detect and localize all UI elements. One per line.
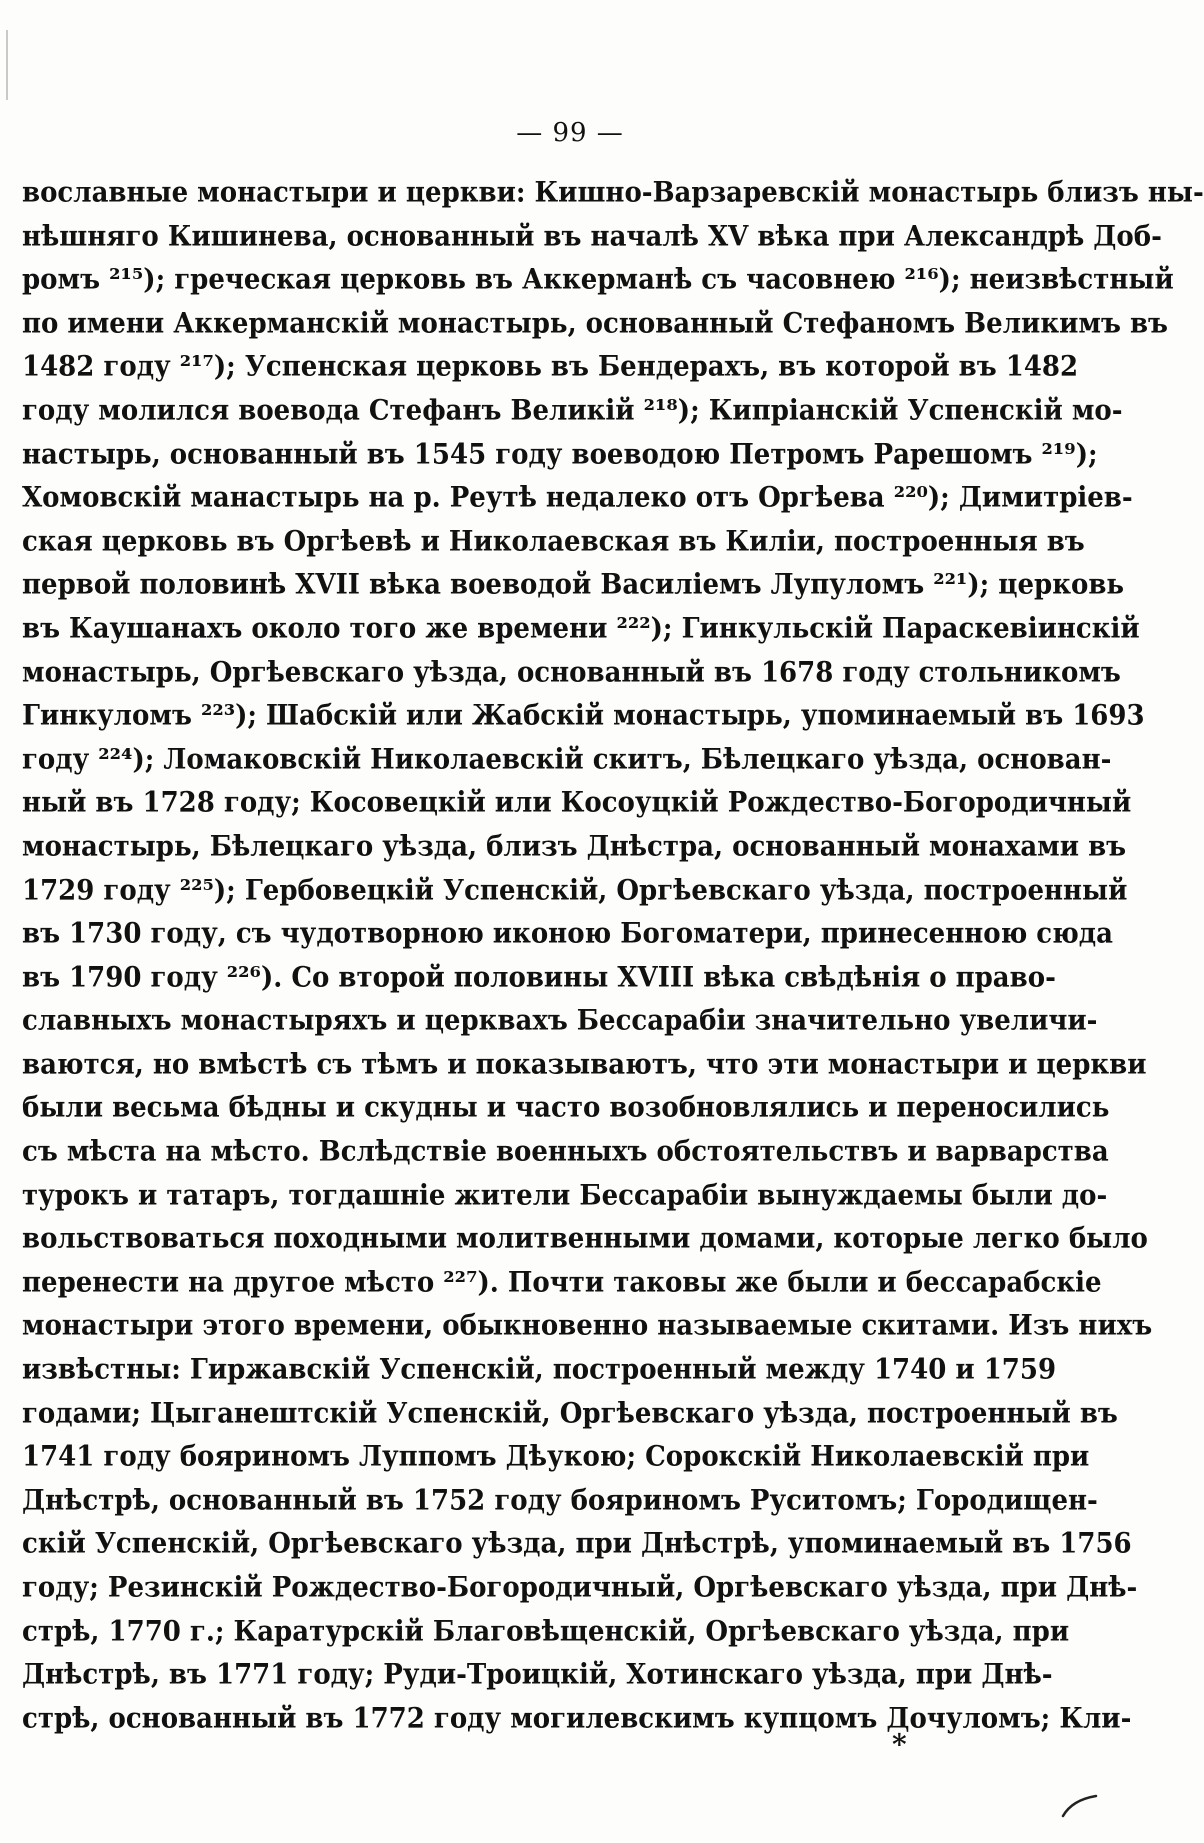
text-line: въ 1790 году ²²⁶). Со второй половины XVIII вѣка свѣдѣнія о право- (22, 961, 1056, 994)
text-line: Хомовскій манастырь на р. Реутѣ недалеко отъ Оргѣева ²²⁰); Димитріев- (22, 481, 1133, 515)
text-line: Днѣстрѣ, основанный въ 1752 году бояриномъ Руситомъ; Городищен- (22, 1484, 1098, 1517)
pen-stroke-mark (1060, 1790, 1100, 1820)
text-line: ваются, но вмѣстѣ съ тѣмъ и показываютъ, что эти монастыри и церкви (22, 1048, 1147, 1082)
text-line: по имени Аккерманскій монастырь, основанный Стефаномъ Великимъ въ (22, 307, 1168, 340)
text-line: Гинкуломъ ²²³); Шабскій или Жабскій монастырь, упоминаемый въ 1693 (22, 699, 1145, 733)
text-line: первой половинѣ XVII вѣка воеводой Василіемъ Лупуломъ ²²¹); церковь (22, 569, 1125, 602)
text-line: перенести на другое мѣсто ²²⁷). Почти таковы же были и бессарабскіе (22, 1266, 1102, 1299)
text-line: годами; Цыганештскій Успенскій, Оргѣевскаго уѣзда, построенный въ (22, 1397, 1118, 1430)
text-line: ская церковь въ Оргѣевѣ и Николаевская въ Киліи, построенныя въ (22, 525, 1085, 558)
text-line: году; Резинскій Рождество-Богородичный, Оргѣевскаго уѣзда, при Днѣ- (22, 1571, 1138, 1605)
text-line: монастырь, Оргѣевскаго уѣзда, основанный въ 1678 году стольникомъ (22, 656, 1121, 689)
signature-mark: * (892, 1728, 907, 1761)
text-line: году ²²⁴); Ломаковскій Николаевскій скитъ, Бѣлецкаго уѣзда, основан- (22, 743, 1112, 776)
text-line: настырь, основанный въ 1545 году воеводою Петромъ Рарешомъ ²¹⁹); (22, 438, 1098, 471)
text-line: монастыри этого времени, обыкновенно называемые скитами. Изъ нихъ (22, 1310, 1153, 1343)
text-line: съ мѣста на мѣсто. Вслѣдствіе военныхъ обстоятельствъ и варварства (22, 1135, 1109, 1169)
scan-edge-mark (6, 30, 8, 100)
text-line: были весьма бѣдны и скудны и часто возобновлялись и переносились (22, 1092, 1110, 1125)
text-line: въ 1730 году, съ чудотворною иконою Богоматери, принесенною сюда (22, 917, 1113, 951)
text-line: году молился воевода Стефанъ Великій ²¹⁸); Кипріанскій Успенскій мо- (22, 394, 1123, 428)
text-line: стрѣ, основанный въ 1772 году могилевскимъ купцомъ Дочуломъ; Кли- (22, 1702, 1132, 1735)
text-line: Днѣстрѣ, въ 1771 году; Руди-Троицкій, Хотинскаго уѣзда, при Днѣ- (22, 1658, 1053, 1692)
text-line: 1729 году ²²⁵); Гербовецкій Успенскій, Оргѣевскаго уѣзда, построенный (22, 874, 1128, 907)
text-line: нѣшняго Кишинева, основанный въ началѣ XV вѣка при Александрѣ Доб- (22, 220, 1162, 253)
text-line: скій Успенскій, Оргѣевскаго уѣзда, при Днѣстрѣ, упоминаемый въ 1756 (22, 1528, 1132, 1561)
text-line: турокъ и татаръ, тогдашніе жители Бессарабіи вынуждаемы были до- (22, 1179, 1108, 1212)
text-line: въ Каушанахъ около того же времени ²²²); Гинкульскій Параскевіинскій (22, 612, 1140, 646)
text-line: извѣстны: Гиржавскій Успенскій, построенный между 1740 и 1759 (22, 1353, 1057, 1387)
text-line: монастырь, Бѣлецкаго уѣзда, близъ Днѣстра, основанный монахами въ (22, 830, 1127, 864)
body-text (22, 172, 1204, 1741)
page-number: — 99 — (516, 118, 624, 148)
text-line: 1741 году бояриномъ Луппомъ Дѣукою; Сорокскій Николаевскій при (22, 1440, 1090, 1474)
text-line: славныхъ монастыряхъ и церквахъ Бессарабіи значительно увеличи- (22, 1005, 1098, 1038)
text-line: ромъ ²¹⁵); греческая церковь въ Аккерманѣ съ часовнею ²¹⁶); неизвѣстный (22, 263, 1174, 297)
text-line: вольствоваться походными молитвенными домами, которые легко было (22, 1222, 1148, 1256)
text-line: стрѣ, 1770 г.; Каратурскій Благовѣщенскій, Оргѣевскаго уѣзда, при (22, 1615, 1070, 1648)
text-line: 1482 году ²¹⁷); Успенская церковь въ Бендерахъ, въ которой въ 1482 (22, 351, 1079, 384)
text-line: вославные монастыри и церкви: Кишно-Варзаревскій монастырь близъ ны- (22, 176, 1204, 210)
text-line: ный въ 1728 году; Косовецкій или Косоуцкій Рождество-Богородичный (22, 787, 1132, 820)
